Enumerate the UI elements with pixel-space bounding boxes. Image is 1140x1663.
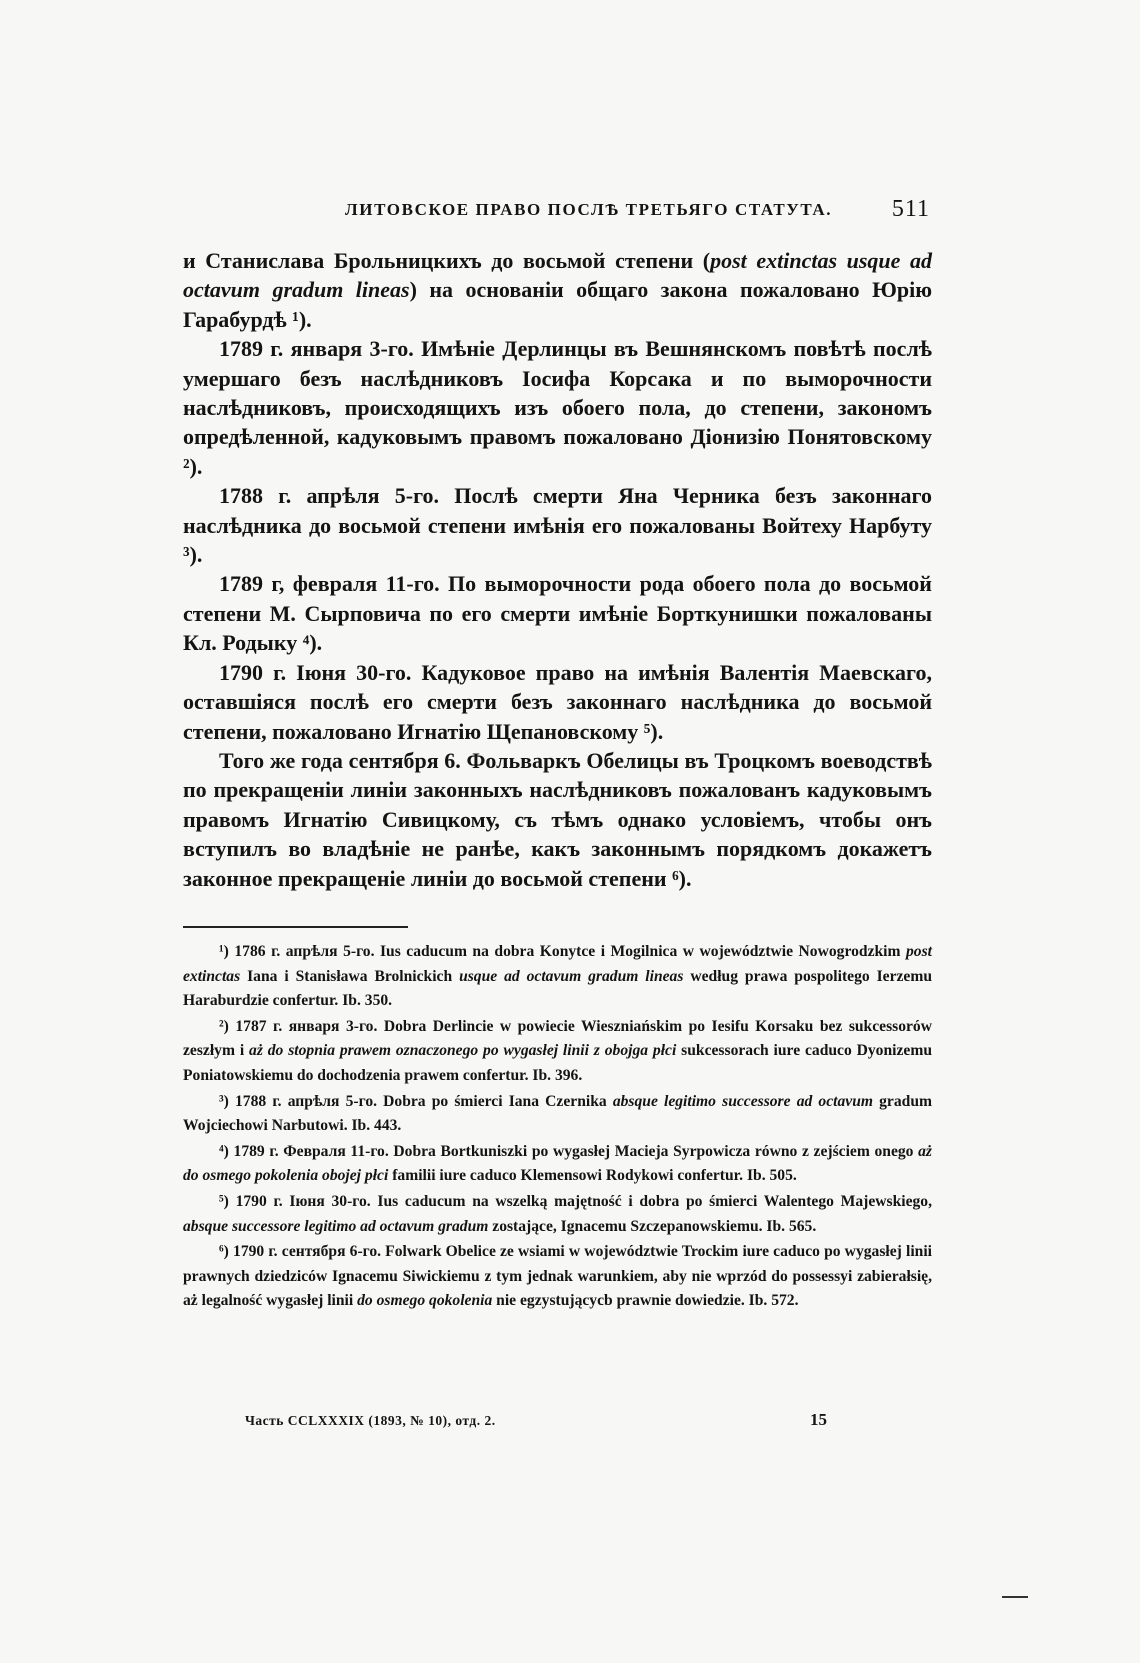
- footnote-ref: ⁴: [302, 630, 310, 656]
- footnote-ref: ²: [183, 453, 190, 479]
- paragraph: и Станислава Брольницкихъ до восьмой степени (post extinctas usque ad octavum gradum lineas) на основаніи общаго закона пожаловано Юрію Гарабурдѣ ¹).: [183, 248, 933, 332]
- paragraph: 1788 г. апрѣля 5-го. Послѣ смерти Яна Черника безъ законнаго наслѣдника до восьмой степени имѣнія его пожалованы Войтеху Нарбуту ³).: [183, 483, 932, 568]
- footnotes: [183, 940, 932, 1315]
- footnote: ²) 1787 г. января 3-го. Dobra Derlincie w powiecie Wieszniańskim po Iesifu Korsaku bez sukcessorów zeszłym i aż do stopnia prawem oznaczonego po wygasłej linii z obojga płci sukcessorach iure caduco Dyonizemu Poniatowskiemu do dochodzenia prawem confertur. Ib. 396.: [183, 1017, 932, 1084]
- footnote: ¹) 1786 г. апрѣля 5-го. Ius caducum na dobra Konytce i Mogilnica w województwie Nowogrodzkim post extinctas Iana i Stanisława Brolnickich usque ad octavum gradum lineas według prawa pospolitego Ierzemu Haraburdzie confertur. Ib. 350.: [183, 943, 932, 1010]
- paragraph: 1789 г, февраля 11-го. По выморочности рода обоего пола до восьмой степени М. Сырповича по его смерти имѣніе Борткунишки пожалованы Кл. Родыку ⁴).: [183, 571, 932, 656]
- footnote: ³) 1788 г. апрѣля 5-го. Dobra po śmierci Iana Czernika absque legitimo successore ad octavum gradum Wojciechowi Narbutowi. Ib. 443.: [183, 1092, 932, 1135]
- footnote-ref: ⁵: [643, 718, 651, 744]
- page-number: 511: [891, 196, 930, 222]
- paragraph: Того же года сентября 6. Фольваркъ Обелицы въ Троцкомъ воеводствѣ по прекращеніи линіи законныхъ наслѣдниковъ пожалованъ кадуковымъ правомъ Игнатію Сивицкому, съ тѣмъ однако условіемъ, чтобы онъ вступилъ во владѣніе не ранѣе, какъ законнымъ порядкомъ докажетъ законное прекращеніе линіи до восьмой степени ⁶).: [183, 747, 932, 891]
- footnote-ref: ³: [183, 542, 190, 568]
- footnote-rule: [183, 926, 408, 928]
- sheet-number: 15: [810, 1410, 827, 1429]
- footnote: ⁶) 1790 г. сентября 6-го. Folwark Obelice ze wsiami w województwie Trockim iure caduco po wygasłej linii prawnych dziedziców Ignacemu Siwickiemu z tym jednak warunkiem, aby nie wprzód do possessyi zabierałsię, aż legalność wygasłej linii do osmego qokolenia nie egzystującycb prawnie dowiedzie. Ib. 572.: [183, 1243, 932, 1310]
- footnote: ⁵) 1790 г. Іюня 30-го. Ius caducum na wszelką majętność i dobra po śmierci Walentego Majewskiego, absque successore legitimo ad octavum gradum zostające, Ignacemu Szczepanowskiemu. Ib. 565.: [183, 1192, 932, 1235]
- running-title: ЛИТОВСКОЕ ПРАВО ПОСЛѢ ТРЕТЬЯГО СТАТУТА.: [345, 200, 833, 219]
- signature-text: Часть CCLXXXIX (1893, № 10), отд. 2.: [245, 1413, 496, 1428]
- main-text: [183, 246, 932, 893]
- running-header: [185, 196, 930, 228]
- printer-signature: [245, 1410, 865, 1437]
- footnote-ref: ¹: [292, 306, 299, 332]
- footnote-ref: ⁶: [672, 865, 679, 891]
- margin-mark: [1002, 1596, 1028, 1598]
- paragraph: 1789 г. января 3-го. Имѣніе Дерлинцы въ Вешнянскомъ повѣтѣ послѣ умершаго безъ наслѣдниковъ Іосифа Корсака и по выморочности наслѣдниковъ, происходящихъ изъ обоего пола, до степени, закономъ опредѣленной, кадуковымъ правомъ пожаловано Діонизію Понятовскому ²).: [183, 336, 932, 479]
- paragraph: 1790 г. Іюня 30-го. Кадуковое право на имѣнія Валентія Маевскаго, оставшіяся послѣ его смерти безъ законнаго наслѣдника до восьмой степени, пожаловано Игнатію Щепановскому ⁵).: [183, 659, 932, 744]
- footnote: ⁴) 1789 г. Февраля 11-го. Dobra Bortkuniszki po wygasłej Macieja Syrpowicza równo z zejściem onego aż do osmego pokolenia obojej płci familii iure caduco Klemensowi Rodykowi confertur. Ib. 505.: [183, 1142, 932, 1185]
